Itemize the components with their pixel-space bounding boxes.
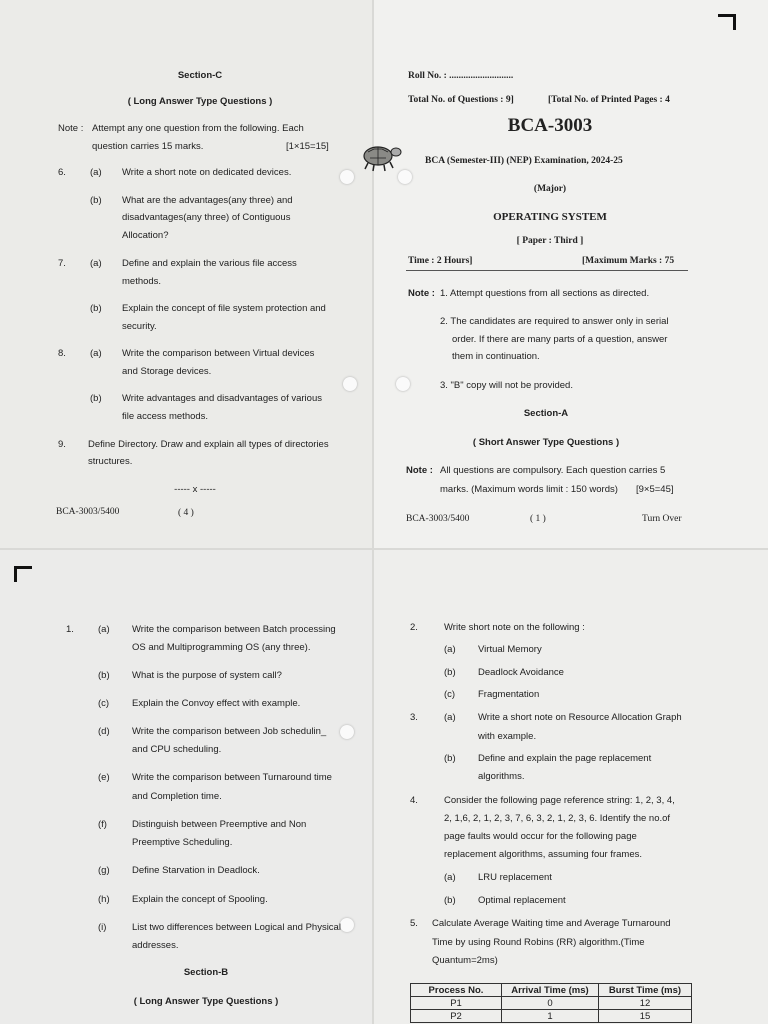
question-text: and Completion time. [132, 791, 222, 802]
question-text: Write short note on the following : [444, 622, 585, 633]
question-text: Write a short note on Resource Allocation Graph [478, 712, 682, 723]
question-number: 9. [58, 439, 66, 450]
question-text: replacement algorithms, assuming four frames. [444, 849, 642, 860]
question-text: Write the comparison between Batch processing [132, 624, 336, 635]
table-cell: 1 [502, 1010, 599, 1023]
question-text: structures. [88, 456, 133, 467]
major-label: (Major) [533, 184, 567, 194]
paper-code: BCA-3003 [507, 115, 593, 136]
question-text: Fragmentation [478, 689, 540, 700]
question-part: (b) [90, 393, 102, 404]
question-number: 2. [410, 622, 418, 633]
note-item: 1. Attempt questions from all sections as directed. [440, 288, 650, 299]
roll-no: Roll No. : ........................... [408, 71, 514, 81]
total-pages: [Total No. of Printed Pages : 4 [548, 95, 670, 105]
question-text: security. [122, 321, 157, 332]
question-part: (b) [444, 895, 456, 906]
end-mark: ----- x ----- [174, 484, 216, 495]
table-cell: P1 [411, 997, 502, 1010]
question-text: List two differences between Logical and Physical [132, 922, 341, 933]
note-label: Note : [406, 465, 433, 476]
question-text: Write the comparison between Job schedulin_ [132, 726, 327, 737]
note-label: Note : [408, 288, 435, 299]
question-part: (f) [98, 819, 107, 830]
question-part: (a) [90, 258, 102, 269]
table-cell: 0 [502, 997, 599, 1010]
question-text: Write the comparison between Turnaround time [132, 772, 332, 783]
question-text: with example. [478, 731, 537, 742]
footer-turn-over: Turn Over [642, 514, 682, 524]
question-text: Define Directory. Draw and explain all types of directories [88, 439, 329, 450]
question-number: 5. [410, 918, 418, 929]
question-text: Explain the Convoy effect with example. [132, 698, 301, 709]
question-part: (b) [98, 670, 110, 681]
question-text: algorithms. [478, 771, 525, 782]
question-text: Define Starvation in Deadlock. [132, 865, 260, 876]
section-c-subtitle: ( Long Answer Type Questions ) [127, 96, 273, 107]
question-number: 4. [410, 795, 418, 806]
footer-page: ( 1 ) [530, 514, 546, 524]
section-b-title: Section-B [183, 967, 229, 978]
question-number: 1. [66, 624, 74, 635]
page-4-sheet [0, 0, 372, 548]
paper-number: [ Paper : Third ] [516, 236, 584, 246]
max-marks: [Maximum Marks : 75 [582, 256, 675, 266]
question-number: 7. [58, 258, 66, 269]
note-text: Attempt any one question from the following. Each [92, 123, 304, 134]
table-header-row [411, 984, 692, 997]
question-text: Calculate Average Waiting time and Average Turnaround [432, 918, 671, 929]
punch-hole [396, 377, 410, 391]
question-text: Write advantages and disadvantages of various [122, 393, 322, 404]
table-row [411, 997, 692, 1010]
question-text: OS and Multiprogramming OS (any three). [132, 642, 311, 653]
corner-mark [14, 566, 17, 582]
question-part: (i) [98, 922, 107, 933]
section-marks: [9×5=45] [636, 484, 674, 495]
footer-code: BCA-3003/5400 [406, 514, 470, 524]
note-item: order. If there are many parts of a question, answer [452, 334, 668, 345]
question-text: Time by using Round Robins (RR) algorithm.(Time [432, 937, 645, 948]
table-row [411, 1010, 692, 1023]
note-item: 2. The candidates are required to answer only in serial [440, 316, 669, 327]
table-header: Burst Time (ms) [599, 984, 692, 997]
total-questions: Total No. of Questions : 9] [408, 95, 514, 105]
punch-hole [340, 918, 354, 932]
divider [406, 270, 688, 271]
punch-hole [340, 725, 354, 739]
exam-title: BCA (Semester-III) (NEP) Examination, 2024-25 [425, 156, 623, 166]
question-text: addresses. [132, 940, 179, 951]
question-text: Quantum=2ms) [432, 955, 498, 966]
note-marks: [1×15=15] [286, 141, 329, 152]
question-text: file access methods. [122, 411, 209, 422]
question-text: Optimal replacement [478, 895, 566, 906]
question-part: (b) [444, 667, 456, 678]
table-cell: P2 [411, 1010, 502, 1023]
section-a-title: Section-A [523, 408, 569, 419]
question-part: (a) [98, 624, 110, 635]
question-text: and CPU scheduling. [132, 744, 222, 755]
question-text: Define and explain the page replacement [478, 753, 652, 764]
corner-mark [733, 14, 736, 30]
question-text: LRU replacement [478, 872, 552, 883]
question-text: and Storage devices. [122, 366, 212, 377]
question-text: disadvantages(any three) of Contiguous [122, 212, 291, 223]
question-part: (a) [444, 712, 456, 723]
time-label: Time : 2 Hours] [408, 256, 473, 266]
question-part: (a) [90, 348, 102, 359]
question-text: Allocation? [122, 230, 169, 241]
question-text: What are the advantages(any three) and [122, 195, 293, 206]
question-text: Consider the following page reference string: 1, 2, 3, 4, [444, 795, 675, 806]
footer-page: ( 4 ) [178, 508, 194, 518]
question-part: (c) [98, 698, 110, 709]
question-number: 6. [58, 167, 66, 178]
section-note: All questions are compulsory. Each question carries 5 [440, 465, 666, 476]
note-label: Note : [58, 123, 84, 134]
section-c-title: Section-C [177, 70, 223, 81]
question-part: (b) [90, 195, 102, 206]
question-part: (g) [98, 865, 110, 876]
punch-hole [343, 377, 357, 391]
page-2-sheet [0, 550, 372, 1024]
note-item: them in continuation. [452, 351, 540, 362]
question-part: (h) [98, 894, 110, 905]
section-note: marks. (Maximum words limit : 150 words) [440, 484, 618, 495]
table-cell: 12 [599, 997, 692, 1010]
question-text: Define and explain the various file access [122, 258, 297, 269]
question-part: (b) [444, 753, 456, 764]
question-part: (a) [444, 872, 456, 883]
question-text: Virtual Memory [478, 644, 542, 655]
question-text: Write a short note on dedicated devices. [122, 167, 292, 178]
section-a-subtitle: ( Short Answer Type Questions ) [472, 437, 620, 448]
turtle-logo [352, 136, 404, 176]
question-text: What is the purpose of system call? [132, 670, 282, 681]
question-text: Explain the concept of Spooling. [132, 894, 268, 905]
footer-code: BCA-3003/5400 [56, 507, 120, 517]
table-cell: 15 [599, 1010, 692, 1023]
question-text: 2, 1,6, 2, 1, 2, 3, 7, 6, 3, 2, 1, 2, 3, 6. Identify the no.of [444, 813, 671, 824]
question-part: (c) [444, 689, 456, 700]
question-text: Preemptive Scheduling. [132, 837, 233, 848]
question-text: Distinguish between Preemptive and Non [132, 819, 307, 830]
process-table [410, 983, 692, 1023]
table-header: Arrival Time (ms) [502, 984, 599, 997]
question-number: 3. [410, 712, 418, 723]
question-part: (d) [98, 726, 110, 737]
question-text: Write the comparison between Virtual devices [122, 348, 315, 359]
question-number: 8. [58, 348, 66, 359]
question-text: methods. [122, 276, 162, 287]
table-header: Process No. [411, 984, 502, 997]
subject-title: OPERATING SYSTEM [493, 211, 607, 223]
question-part: (e) [98, 772, 110, 783]
question-part: (a) [444, 644, 456, 655]
question-text: Deadlock Avoidance [478, 667, 564, 678]
section-b-subtitle: ( Long Answer Type Questions ) [133, 996, 279, 1007]
question-part: (b) [90, 303, 102, 314]
question-part: (a) [90, 167, 102, 178]
note-item: 3. "B" copy will not be provided. [440, 380, 573, 391]
note-text: question carries 15 marks. [92, 141, 204, 152]
question-text: page faults would occur for the following page [444, 831, 637, 842]
question-text: Explain the concept of file system protection and [122, 303, 326, 314]
